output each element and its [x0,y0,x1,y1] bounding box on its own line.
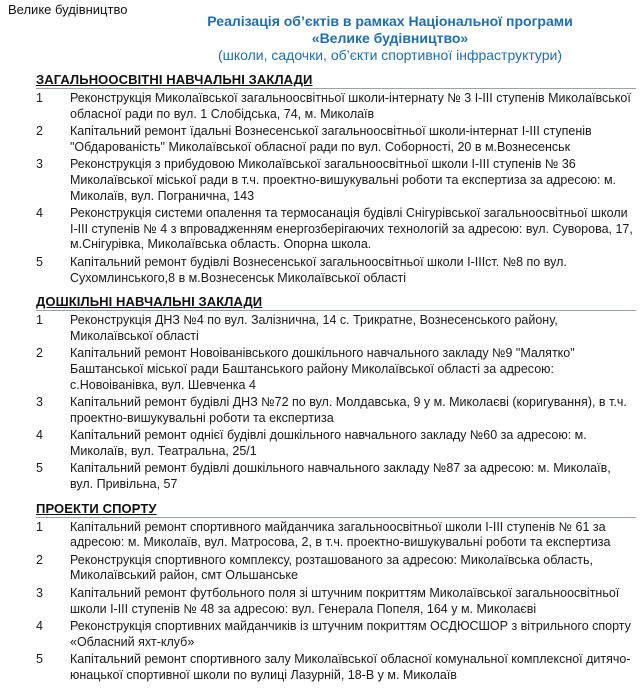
item-number: 2 [36,346,43,361]
list-item [36,91,636,122]
section-title: ПРОЕКТИ СПОРТУ [36,501,636,518]
item-text: Капітальний ремонт спортивного майданчика загальноосвітньої школи І-ІІІ ступенів № 61 за адресою: м. Миколаїв, вул. Матросова, 2, в т.ч. проектно-вишукувальні роботи та експертиза [70,519,611,550]
item-text: Реконструкція з прибудовою Миколаївської загальноосвітньої школи І-ІІІ ступенів № 36 Миколаївської міської ради в т.ч. проектно-вишукувальні роботи та експертиза за адресою: м. Миколаїв, вул. Погранична, 143 [70,157,617,203]
item-text: Капітальний ремонт будівлі Вознесенської загальноосвітньої школи І-ІІІст. №8 по вул. Сухомлинського,8 в м.Вознесенськ Миколаївської області [70,254,567,285]
item-text: Реконструкція системи опалення та термосанація будівлі Снігурівської загальноосвітньої школи І-ІІІ ступенів № 4 з впровадженням енергозберігаючих технологій за адресою: вул. Суворова, 17, м.Снігурівка, Миколаївська область. Опорна школа. [70,206,633,252]
item-text: Капітальний ремонт будівлі дошкільного навчального закладу №87 за адресою: м. Миколаїв, вул. Привільна, 57 [70,461,611,492]
list-item [36,619,636,650]
list-item [36,520,636,551]
item-number: 5 [36,254,43,269]
section-title: ДОШКІЛЬНІ НАВЧАЛЬНІ ЗАКЛАДИ [36,294,636,311]
item-number: 5 [36,652,43,667]
list-item [36,395,636,426]
item-number: 3 [36,586,43,601]
list-item [36,157,636,204]
item-number: 1 [36,91,43,105]
item-number: 4 [36,619,43,634]
item-number: 5 [36,461,43,476]
list-item [36,652,636,683]
document-header [150,13,630,64]
item-number: 1 [36,313,43,328]
page-label: Велике будівництво [8,2,128,17]
item-number: 2 [36,552,43,567]
list-item [36,255,636,286]
header-title-line2: «Велике будівництво» [311,30,469,46]
list-item [36,346,636,393]
list-item [36,586,636,617]
item-text: Реконструкція Миколаївської загальноосвітньої школи-інтернату № 3 І-ІІІ ступенів Миколаївської обласної ради по вул. 1 Слобідська, 74, м. Миколаїв [70,91,631,121]
section-sports [36,501,636,684]
header-subtitle: (школи, садочки, об’єкти спортивної інфраструктури) [217,47,563,63]
header-title-line1: Реалізація об’єктів в рамках Національної програми [207,13,573,29]
item-number: 3 [36,395,43,410]
list-item [36,461,636,492]
item-text: Реконструкція спортивного комплексу, розташованого за адресою: Миколаївська область, Миколаївський район, смт Ольшанське [70,552,594,583]
list-item [36,553,636,584]
item-number: 1 [36,519,43,534]
item-number: 2 [36,124,43,139]
section-title: ЗАГАЛЬНООСВІТНІ НАВЧАЛЬНІ ЗАКЛАДИ [36,72,636,89]
list-item [36,206,636,253]
document-content [36,72,636,692]
item-text: Капітальний ремонт однієї будівлі дошкільного навчального закладу №60 за адресою: м. Миколаїв, вул. Театральна, 25/1 [70,428,587,458]
section-schools [36,72,636,286]
list-item [36,428,636,459]
item-number: 4 [36,428,43,443]
item-text: Капітальний ремонт їдальні Вознесенської загальноосвітньої школи-інтернат І-ІІІ ступенів "Обдарованість" Миколаївської обласної ради по вул. Соборності, 20 в м.Вознесенськ [70,124,592,154]
item-text: Капітальний ремонт Новоіванівського дошкільного навчального закладу №9 "Малятко" Баштанської міської ради Баштанського району Миколаївської області за адресою: с.Новоіванівка, вул. Шевченка 4 [70,346,575,392]
item-text: Реконструкція спортивних майданчиків із штучним покриттям ОСДЮСШОР з вітрильного спорту «Обласний яхт-клуб» [70,619,631,649]
item-text: Капітальний ремонт футбольного поля зі штучним покриттям Миколаївської загальноосвітньої школи І-ІІІ ступенів № 48 за адресою: вул. Генерала Попеля, 164 у м. Миколаєві [70,586,620,616]
item-number: 4 [36,206,43,221]
item-number: 3 [36,157,43,172]
list-item [36,313,636,344]
item-text: Реконструкція ДНЗ №4 по вул. Залізнична, 14 с. Трикратне, Вознесенського району, Миколаївської області [70,313,558,343]
section-preschools [36,294,636,493]
item-text: Капітальний ремонт будівлі ДНЗ №72 по вул. Молдавська, 9 у м. Миколаєві (коригування), в т.ч. проектно-вишукувальні роботи та експертиза [70,395,627,425]
item-text: Капітальний ремонт спортивного залу Миколаївської обласної комунальної комплексної дитячо-юнацької спортивної школи по вулиці Лазурній, 18-В у м. Миколаїв [70,652,631,682]
list-item [36,124,636,155]
